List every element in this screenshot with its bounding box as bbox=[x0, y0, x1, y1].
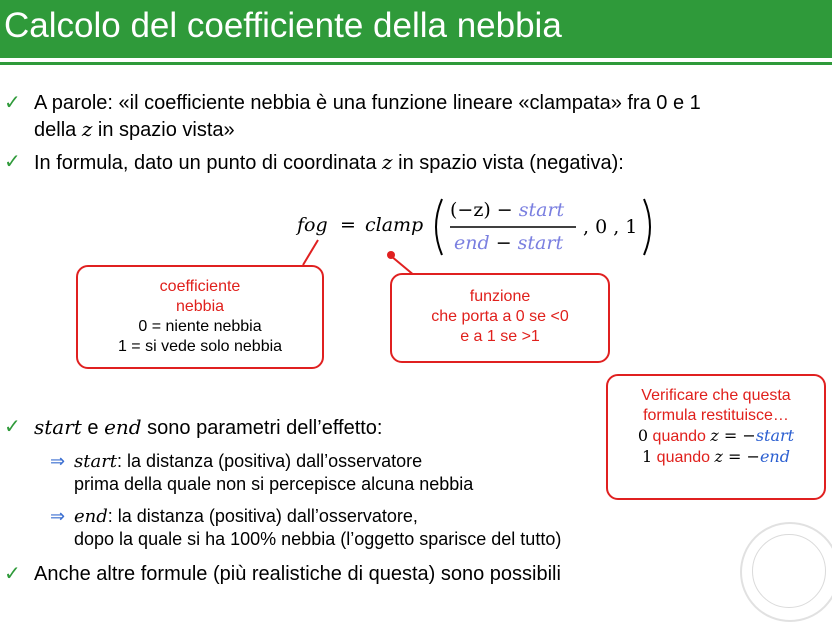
sub-bullet-end-line-1: end: la distanza (positiva) dall’osservatore, bbox=[74, 506, 418, 527]
callout-fog-line-1: coefficiente bbox=[159, 278, 241, 295]
callout-clamp-line-3: e a 1 se >1 bbox=[460, 328, 540, 345]
callout-fog-line-2: nebbia bbox=[175, 298, 225, 315]
arrow-icon: ⇒ bbox=[50, 451, 66, 471]
callout-fog-coefficient bbox=[76, 265, 324, 369]
callout-clamp-function bbox=[390, 273, 610, 363]
sub-bullet-start-line-1: start: la distanza (positiva) dall’osservatore bbox=[74, 451, 423, 472]
sub-bullet-end-line-2: dopo la quale si ha 100% nebbia (l’oggetto sparisce del tutto) bbox=[74, 529, 562, 549]
check-icon: ✓ bbox=[4, 151, 21, 173]
formula-numerator: (−z) − start bbox=[450, 199, 565, 221]
sub-bullet-start-line-2: prima della quale non si percepisce alcuna nebbia bbox=[74, 474, 474, 494]
callout-verify bbox=[606, 374, 826, 500]
bullet-3: start e end sono parametri dell’effetto: bbox=[34, 415, 383, 439]
bullet-1-line-1: A parole: «il coefficiente nebbia è una funzione lineare «clampata» fra 0 e 1 bbox=[34, 92, 701, 114]
callout-verify-row-2: 1 quando z = −end bbox=[642, 447, 790, 466]
check-icon: ✓ bbox=[4, 416, 21, 438]
callout-verify-line-1: Verificare che questa bbox=[641, 387, 791, 404]
check-icon: ✓ bbox=[4, 92, 21, 114]
bullet-1-line-2: della z in spazio vista» bbox=[34, 117, 235, 141]
university-seal-icon bbox=[740, 522, 832, 622]
callout-clamp-line-1: funzione bbox=[469, 288, 531, 305]
arrow-icon: ⇒ bbox=[50, 506, 66, 526]
check-icon: ✓ bbox=[4, 563, 21, 585]
callout-clamp-line-2: che porta a 0 se <0 bbox=[431, 308, 569, 325]
callout-verify-row-1: 0 quando z = −start bbox=[637, 426, 795, 445]
callout-verify-line-2: formula restituisce… bbox=[643, 407, 789, 424]
callout-pointer-dot bbox=[387, 251, 395, 259]
bullet-4: Anche altre formule (più realistiche di questa) sono possibili bbox=[34, 563, 561, 585]
callout-fog-line-4: 1 = si vede solo nebbia bbox=[117, 338, 283, 355]
formula-clamp: clamp bbox=[365, 214, 424, 236]
page-title: Calcolo del coefficiente della nebbia bbox=[4, 6, 562, 45]
callout-fog-line-3: 0 = niente nebbia bbox=[138, 318, 262, 335]
formula-equals: = bbox=[340, 214, 356, 236]
formula-bounds: , 0 , 1 bbox=[583, 216, 638, 238]
formula-fog: fog bbox=[297, 214, 328, 236]
formula-denominator: end − start bbox=[454, 232, 564, 254]
bullet-2: In formula, dato un punto di coordinata z in spazio vista (negativa): bbox=[34, 150, 624, 174]
